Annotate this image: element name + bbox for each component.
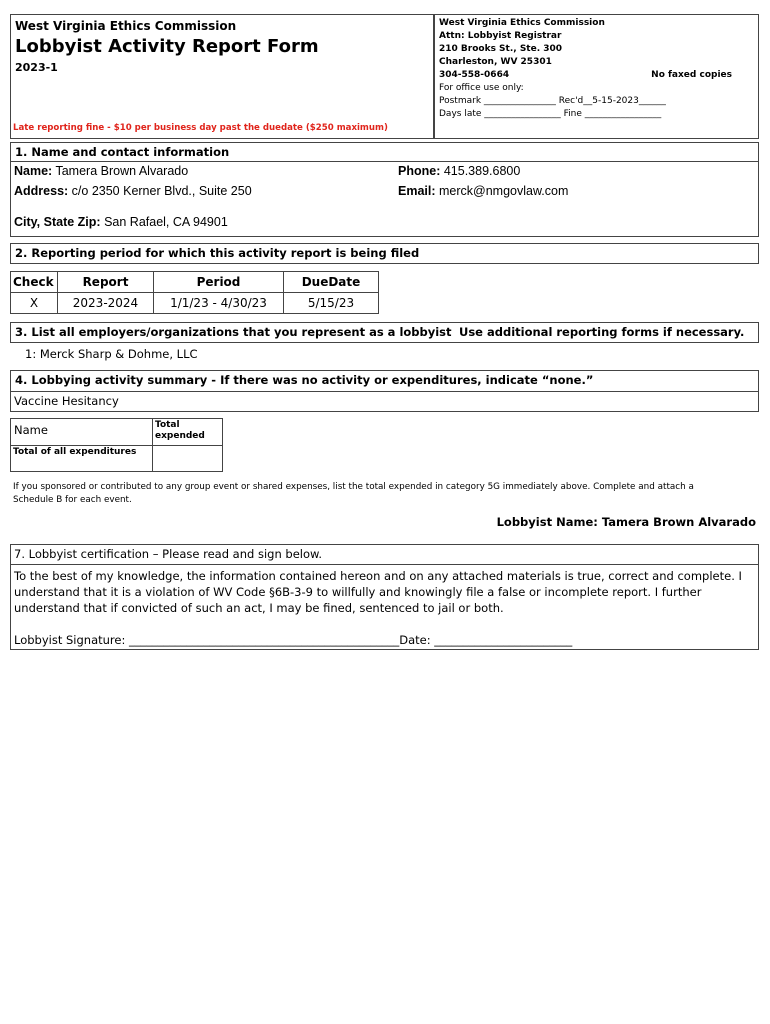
section1-heading: 1. Name and contact information xyxy=(10,142,759,162)
form-version: 2023-1 xyxy=(15,61,58,74)
office-use-label: For office use only: xyxy=(439,83,524,93)
section3-heading-box xyxy=(10,322,759,343)
cell-duedate: 5/15/23 xyxy=(284,293,379,314)
email-row xyxy=(398,184,568,198)
cell-check: X xyxy=(11,293,58,314)
office-days-line: Days late _________________ Fine _________________ xyxy=(439,109,662,119)
address-phone: 304-558-0664 xyxy=(439,70,510,80)
event-footnote-line-2: Schedule B for each event. xyxy=(13,495,132,505)
name-cell: Name xyxy=(11,419,153,446)
reporting-period-header-row xyxy=(11,272,379,293)
event-footnote-line-1: If you sponsored or contributed to any group event or shared expenses, list the total expended in category 5G immediately above. Complete and attach a xyxy=(13,482,694,492)
email-label: Email: xyxy=(398,184,436,198)
cell-period: 1/1/23 - 4/30/23 xyxy=(154,293,284,314)
section1-body xyxy=(10,161,759,237)
activity-summary: Vaccine Hesitancy xyxy=(10,391,759,412)
address-value: c/o 2350 Kerner Blvd., Suite 250 xyxy=(71,184,252,198)
expenditures-table xyxy=(10,418,223,472)
col-check: Check xyxy=(11,272,58,293)
section3-heading: 3. List all employers/organizations that you represent as a lobbyist xyxy=(15,325,452,339)
address-line-2: Attn: Lobbyist Registrar xyxy=(439,31,562,41)
city-value: San Rafael, CA 94901 xyxy=(104,215,228,229)
late-fine-notice: Late reporting fine - $10 per business day past the duedate ($250 maximum) xyxy=(13,123,388,133)
address-line-4: Charleston, WV 25301 xyxy=(439,57,552,67)
section2-heading: 2. Reporting period for which this activity report is being filed xyxy=(10,243,759,264)
name-row xyxy=(14,164,188,178)
total-all-value xyxy=(153,446,223,472)
email-value: merck@nmgovlaw.com xyxy=(439,184,569,198)
phone-label: Phone: xyxy=(398,164,441,178)
form-title: Lobbyist Activity Report Form xyxy=(15,36,319,57)
name-value: Tamera Brown Alvarado xyxy=(55,164,189,178)
table-row xyxy=(11,419,223,446)
address-line-1: West Virginia Ethics Commission xyxy=(439,18,605,28)
reporting-period-table xyxy=(10,271,379,314)
certification-box xyxy=(10,564,759,650)
certification-text-line-2: understand that it is a violation of WV Code §6B-3-9 to willfully and knowingly file a false or incomplete report. I further xyxy=(14,585,702,599)
no-fax-notice: No faxed copies xyxy=(651,70,732,80)
lobbyist-name-line: Lobbyist Name: Tamera Brown Alvarado xyxy=(496,515,756,529)
certification-text-line-1: To the best of my knowledge, the information contained hereon and on any attached materials is true, correct and complete. I xyxy=(14,569,742,583)
mailing-address-box xyxy=(434,14,759,139)
org-name: West Virginia Ethics Commission xyxy=(15,19,237,33)
phone-value: 415.389.6800 xyxy=(443,164,521,178)
table-row xyxy=(11,446,223,472)
cell-report: 2023-2024 xyxy=(58,293,154,314)
col-duedate: DueDate xyxy=(284,272,379,293)
col-report: Report xyxy=(58,272,154,293)
phone-row xyxy=(398,164,520,178)
header-title-box xyxy=(10,14,434,139)
address-line-3: 210 Brooks St., Ste. 300 xyxy=(439,44,563,54)
table-row xyxy=(11,293,379,314)
total-all-label: Total of all expenditures xyxy=(11,446,153,472)
total-expended-header: Total expended xyxy=(153,419,223,446)
section3-note: Use additional reporting forms if necessary. xyxy=(459,325,745,339)
city-row xyxy=(14,215,228,229)
city-label: City, State Zip: xyxy=(14,215,101,229)
address-row xyxy=(14,184,252,198)
employer-list-item: 1: Merck Sharp & Dohme, LLC xyxy=(25,347,198,361)
section4-heading: 4. Lobbying activity summary - If there was no activity or expenditures, indicate “none.” xyxy=(10,370,759,392)
section7-heading: 7. Lobbyist certification – Please read and sign below. xyxy=(10,544,759,565)
col-period: Period xyxy=(154,272,284,293)
address-label: Address: xyxy=(14,184,69,198)
office-postmark-line: Postmark ________________ Rec'd__5-15-2023______ xyxy=(439,96,666,106)
certification-text-line-3: understand that if convicted of such an act, I may be fined, sentenced to jail or both. xyxy=(14,601,504,615)
signature-date-line[interactable]: Lobbyist Signature: _______________________________________________Date: ________________________ xyxy=(14,633,573,647)
name-label: Name: xyxy=(14,164,53,178)
